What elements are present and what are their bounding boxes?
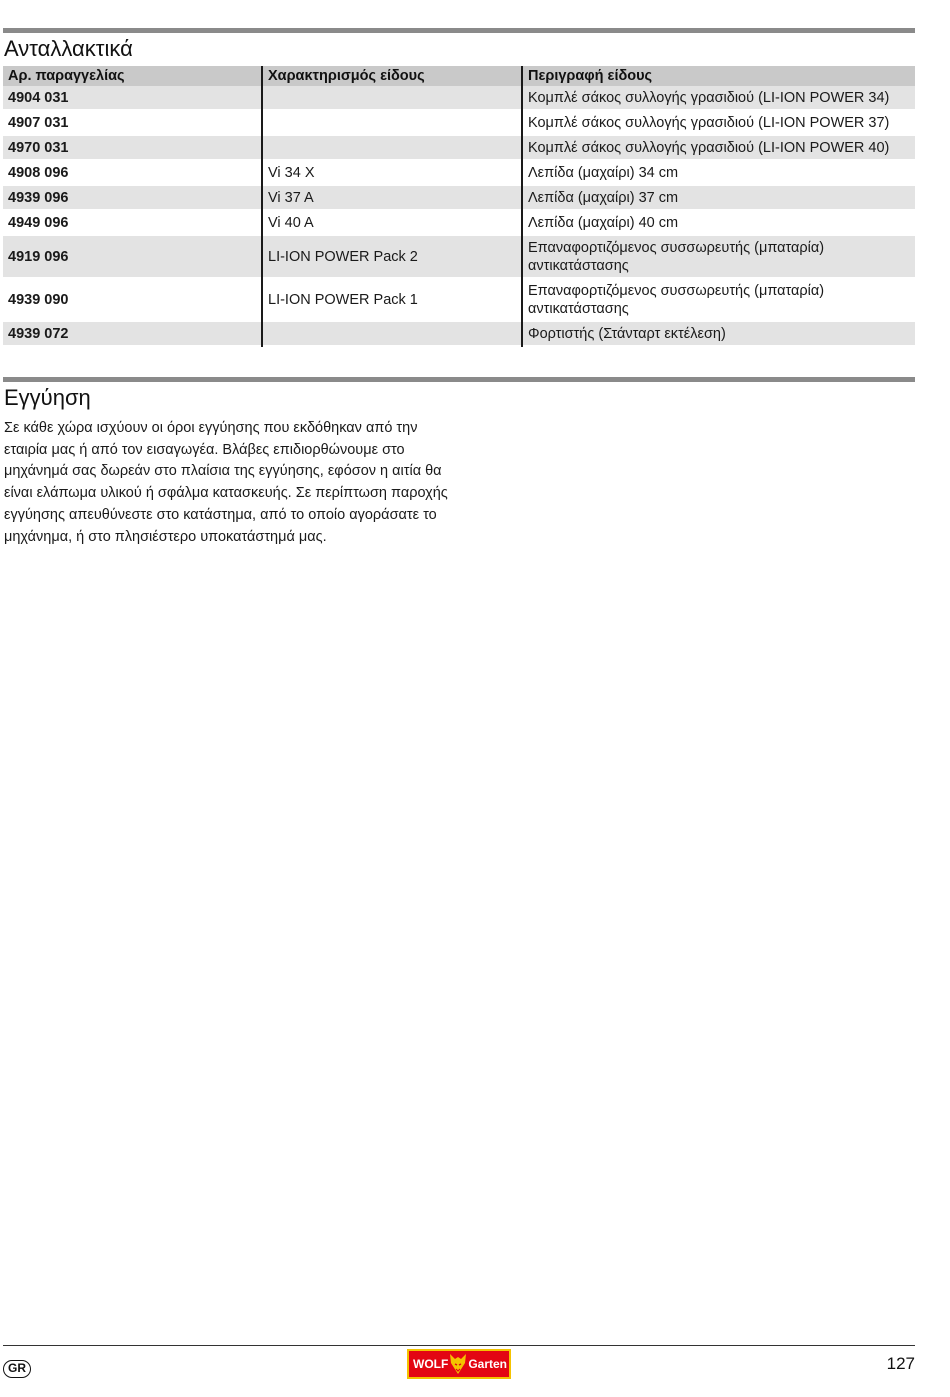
description-cell: Κομπλέ σάκος συλλογής γρασιδιού (LI-ION POWER 34) bbox=[522, 86, 915, 110]
designation-cell: LI-ION POWER Pack 1 bbox=[262, 278, 522, 321]
order-no-cell: 4939 096 bbox=[3, 185, 262, 210]
warranty-title: Εγγύηση bbox=[4, 385, 91, 410]
table-row bbox=[3, 278, 915, 321]
parts-table bbox=[3, 66, 915, 347]
description-cell: Λεπίδα (μαχαίρι) 37 cm bbox=[522, 185, 915, 210]
designation-cell: LI-ION POWER Pack 2 bbox=[262, 235, 522, 278]
designation-cell bbox=[262, 86, 522, 110]
order-no-cell: 4939 090 bbox=[3, 278, 262, 321]
header-order-no: Αρ. παραγγελίας bbox=[3, 66, 262, 86]
order-no-cell: 4970 031 bbox=[3, 135, 262, 160]
wolf-head-icon bbox=[448, 1353, 468, 1375]
header-description: Περιγραφή είδους bbox=[522, 66, 915, 86]
warranty-body: Σε κάθε χώρα ισχύουν οι όροι εγγύησης που εκδόθηκαν από την εταιρία μας ή από τον εισαγωγέα. Βλάβες επιδιορθώνουμε στο μηχάνημά σας δωρεάν στο πλαίσια της εγγύησης, εφόσον η αιτία θα είναι ελάπωμα υλικού ή σφάλμα κατασκευής. Σε περίπτωση παροχής εγγύησης απευθύνεστε στο κατάστημα, από το οποίο αγοράσατε το μηχάνημα, ή στο πλησιέστερο υποκατάστημά μας. bbox=[4, 420, 448, 545]
description-cell: Κομπλέ σάκος συλλογής γρασιδιού (LI-ION POWER 37) bbox=[528, 114, 890, 131]
order-no-cell: 4939 072 bbox=[3, 321, 262, 346]
description-cell: Λεπίδα (μαχαίρι) 34 cm bbox=[528, 164, 679, 181]
designation-cell bbox=[262, 135, 522, 160]
parts-top-rule bbox=[3, 28, 915, 33]
footer-divider bbox=[3, 1345, 915, 1346]
designation-cell bbox=[262, 110, 522, 135]
table-row bbox=[3, 321, 915, 346]
designation-cell: Vi 37 A bbox=[262, 185, 522, 210]
parts-title: Ανταλλακτικά bbox=[4, 36, 133, 61]
order-no-cell: 4907 031 bbox=[3, 110, 262, 135]
designation-cell bbox=[262, 321, 522, 346]
order-no-cell: 4949 096 bbox=[3, 210, 262, 235]
logo-wolf-text: WOLF bbox=[413, 1357, 449, 1371]
order-no-cell: 4919 096 bbox=[3, 235, 262, 278]
logo-garten-text: Garten bbox=[468, 1357, 508, 1371]
table-row bbox=[3, 235, 915, 278]
parts-table-header bbox=[3, 66, 915, 86]
warranty-top-rule bbox=[3, 377, 915, 382]
description-cell: Κομπλέ σάκος συλλογής γρασιδιού (LI-ION POWER 40) bbox=[522, 135, 915, 160]
table-row bbox=[3, 110, 915, 135]
country-code-badge: GR bbox=[3, 1360, 31, 1378]
order-no-cell: 4904 031 bbox=[3, 86, 262, 110]
designation-cell: Vi 34 X bbox=[262, 160, 522, 185]
brand-logo bbox=[407, 1349, 511, 1379]
table-row bbox=[3, 160, 915, 185]
table-row bbox=[3, 86, 915, 110]
page-number: 127 bbox=[886, 1354, 915, 1373]
table-row bbox=[3, 210, 915, 235]
table-row bbox=[3, 185, 915, 210]
description-cell: Επαναφορτιζόμενος συσσωρευτής (μπαταρία) αντικατάστασης bbox=[522, 235, 915, 278]
header-designation: Χαρακτηρισμός είδους bbox=[262, 66, 522, 86]
description-cell: Φορτιστής (Στάνταρτ εκτέλεση) bbox=[522, 321, 915, 346]
table-row bbox=[3, 135, 915, 160]
description-cell: Λεπίδα (μαχαίρι) 40 cm bbox=[528, 214, 679, 231]
description-cell: Επαναφορτιζόμενος συσσωρευτής (μπαταρία) αντικατάστασης bbox=[528, 282, 825, 317]
designation-cell: Vi 40 A bbox=[262, 210, 522, 235]
order-no-cell: 4908 096 bbox=[3, 160, 262, 185]
